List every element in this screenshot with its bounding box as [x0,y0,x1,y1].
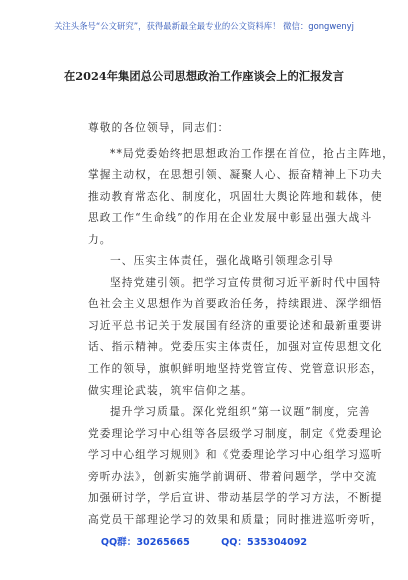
text-line: 习近平总书记关于发展国有经济的重要论述和最新重要讲 [88,318,383,332]
text-line: 力。 [88,232,112,246]
text-line: 提升学习质量。深化党组织“第一议题”制度，完善 [110,405,371,419]
text-line: 学习中心组学习规则》和《党委理论学习中心组学习巡听 [88,448,383,462]
salutation: 尊敬的各位领导，同志们： [88,121,230,134]
text-line: 做实理论武装，筑牢信仰之基。 [88,383,254,397]
text-line: 推动教育常态化、制度化，巩固壮大舆论阵地和载体，使 [88,189,383,203]
paragraph-study-quality [88,401,383,530]
paragraph-intro [88,143,395,251]
document-title: 在2024年集团总公司思想政治工作座谈会上的汇报发言 [64,69,344,83]
text-line: 旁听办法》，创新实施学前调研、带着问题学，学中交流 [88,469,378,483]
paragraph-party-leadership [88,272,383,401]
text-line: **局党委始终把思想政治工作摆在首位，抢占主阵地， [110,146,395,160]
text-line: 高党员干部理论学习的效果和质量；同时推进巡听旁听， [88,512,383,526]
qq-group-number: QQ群：30265665 [100,537,190,548]
document-body [88,117,395,530]
text-line: 一、压实主体责任，强化战略引领理念引导 [110,254,334,268]
text-line: 工作的领导，旗帜鲜明地坚持党管宣传、党管意识形态， [88,362,383,376]
text-line: 掌握主动权，在思想引领、凝聚人心、振奋精神上下功夫 [88,168,383,182]
text-line: 加强研讨学，学后宣讲、带动基层学的学习方法，不断提 [88,491,383,505]
section-heading-1 [88,250,350,272]
text-line: 党委理论学习中心组等各层级学习制度，制定《党委理论 [88,426,383,440]
text-line: 话、指示精神。党委压实主体责任，加强对宣传思想文化 [88,340,383,354]
text-line: 色社会主义思想作为首要政治任务，持续跟进、深学细悟 [88,297,383,311]
header-promo-note: 关注头条号“公文研究”，获得最新最全最专业的公文资料库！ 微信：gongwenyj [54,21,354,31]
text-line: 坚持党建引领。把学习宣传贯彻习近平新时代中国特 [110,275,382,289]
qq-number: QQ：535304092 [221,537,308,548]
text-line: 思政工作“生命线”的作用在企业发展中彰显出强大战斗 [88,211,373,225]
footer-contact [0,534,408,548]
